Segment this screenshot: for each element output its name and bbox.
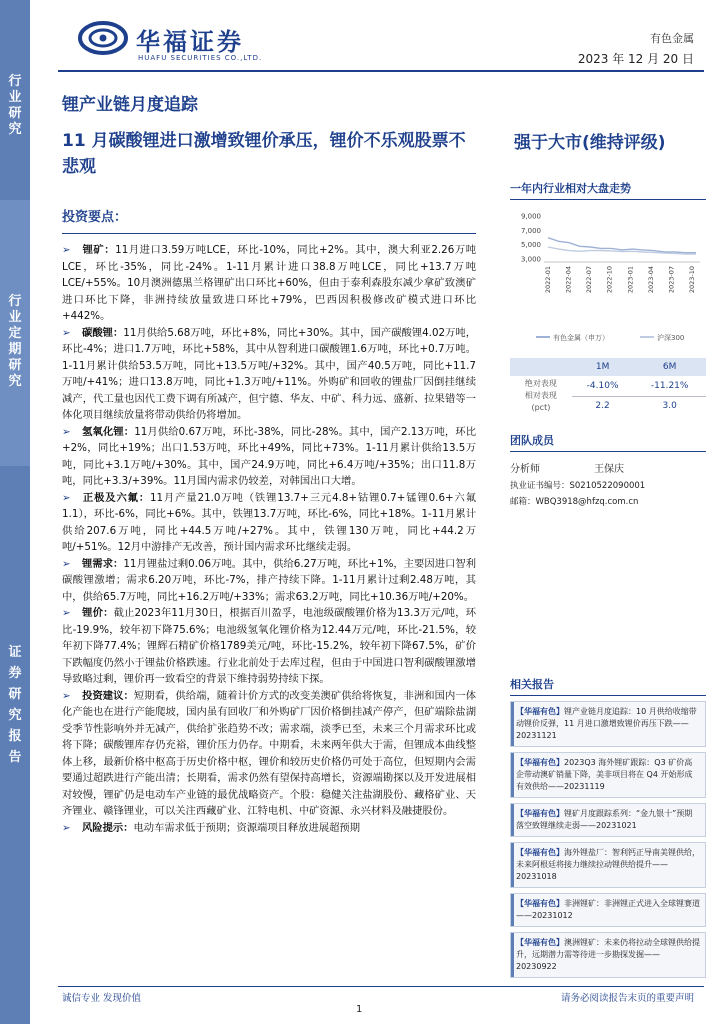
footer-disclaimer-note: 请务必阅读报告末页的重要声明 xyxy=(560,993,694,1004)
footer-slogan: 诚信专业 发现价值 xyxy=(62,993,142,1004)
analyst-row xyxy=(510,460,706,475)
bullet-paragraph xyxy=(62,325,476,424)
col-1m: 1M xyxy=(572,358,634,376)
analyst-email[interactable]: 邮箱：WBQ3918@hfzq.com.cn xyxy=(510,497,639,507)
related-report-text: 非洲锂矿：非洲锂正式进入全球锂赛道——20231012 xyxy=(516,899,700,920)
section-divider xyxy=(62,233,476,234)
footer-divider xyxy=(58,986,704,987)
bullet-icon: ➢ xyxy=(62,326,71,339)
related-report-text: 锂产业链月度追踪：10 月供给收缩带动锂价反弹，11 月进口激增致锂价再压下跌——20231121 xyxy=(516,707,697,740)
bullet-text: 11月供给0.67万吨，环比-38%，同比-28%。其中，国产2.13万吨，环比+2%，同比+19%；出口1.53万吨，环比+49%，同比+73%。1-11月累计供给13.5万吨，同比+3.1万吨/+30%。其中，国产24.9万吨，同比+6.4万吨/+35%；出口11.8万吨，同比+3.3/+39%。11月国内需求仍较差，对韩国出口大增。 xyxy=(62,425,476,487)
bullet-label: 氢氧化锂： xyxy=(82,425,135,438)
report-type: 锂产业链月度追踪 xyxy=(62,95,198,115)
bullet-paragraph xyxy=(62,242,476,325)
analyst-name: 王保庆 xyxy=(594,464,624,475)
related-report-tag: 【华福有色】 xyxy=(516,848,564,857)
y-tick-label: 3,000 xyxy=(520,255,541,264)
page-number: 1 xyxy=(356,1004,363,1015)
section-title: 投资要点： xyxy=(62,210,128,225)
company-logo xyxy=(78,18,298,68)
bullet-paragraph xyxy=(62,820,476,837)
related-report-tag: 【华福有色】 xyxy=(516,809,564,818)
investment-points xyxy=(62,206,476,836)
team-title: 团队成员 xyxy=(510,432,706,452)
bullet-paragraph xyxy=(62,424,476,490)
bullet-text: 11月供给5.68万吨，环比+8%，同比+30%。其中，国产碳酸锂4.02万吨，环比-4%；进口1.7万吨，环比+58%，其中从智利进口碳酸锂1.6万吨，环比+0.7万吨。1-11月累计供给53.5万吨，同比+13.5万吨/+32%。其中，国产40.5万吨，同比+11.7万吨/+41%；进口13.8万吨，同比+1.3万吨/+11%。外购矿和回收的锂盐厂因倒挂继续减产，代工量也因代工费下调有所减产，但宁德、华友、中矿、科力远、盛新、拉果错等一体化项目继续放量将带动供给仍将增加。 xyxy=(62,326,477,421)
related-report-tag: 【华福有色】 xyxy=(516,707,564,716)
bullet-paragraph xyxy=(62,688,476,820)
x-tick-label: 2022-07 xyxy=(585,266,594,294)
bullet-icon: ➢ xyxy=(62,244,71,256)
bullet-label: 锂需求： xyxy=(82,557,124,570)
rel-1m: 2.2 xyxy=(595,401,610,412)
bullet-icon: ➢ xyxy=(62,557,71,570)
rel-6m: 3.0 xyxy=(662,401,677,412)
related-report-text: 澳洲锂矿：未来仍将拉动全球锂供给提升，远期潜力需等待进一步勘探发掘——20230922 xyxy=(516,938,700,971)
industry-label: 有色金属 xyxy=(650,32,694,45)
x-tick-label: 2023-10 xyxy=(688,266,696,294)
bullet-icon: ➢ xyxy=(62,689,71,702)
bullet-icon: ➢ xyxy=(62,491,71,504)
rating: 强于大市(维持评级) xyxy=(514,133,666,153)
related-report-tag: 【华福有色】 xyxy=(516,899,564,908)
abs-1m: -4.10% xyxy=(572,376,634,396)
logo-text-en: HUAFU SECURITIES CO.,LTD. xyxy=(138,54,263,62)
logo-ring-icon xyxy=(78,20,128,56)
chart-title: 一年内行业相对大盘走势 xyxy=(510,180,706,200)
bullet-text: 电动车需求低于预期；资源端项目释放进展超预期 xyxy=(133,821,361,834)
header-divider xyxy=(58,70,704,72)
performance-table xyxy=(510,358,706,416)
bullet-label: 风险提示： xyxy=(82,821,134,834)
chart-svg xyxy=(510,204,706,352)
x-tick-label: 2022-10 xyxy=(605,266,614,294)
related-report-item[interactable] xyxy=(510,803,706,837)
related-title: 相关报告 xyxy=(510,676,706,696)
x-tick-label: 2022-04 xyxy=(564,266,573,294)
related-report-item[interactable] xyxy=(510,893,706,927)
bullet-paragraph xyxy=(62,605,476,688)
bullet-text: 截止2023年11月30日，根据百川盈孚，电池级碳酸锂价格为13.3万元/吨，环比-19.9%，较年初下降75.6%；电池级氢氧化锂价格为12.44万元/吨，环比-21.5%，较年初下降77.4%；锂辉石精矿价格1789美元/吨，环比-15.2%，较年初下降67.5%，矿价下跌幅度仍然小于锂盐价格跌速。行业北前处于去库过程，但由于中国进口智利碳酸锂激增导致略过剩，锂价再一致看空的背景下维持弱势持续下探。 xyxy=(62,607,476,685)
bullet-icon: ➢ xyxy=(62,607,71,619)
bullet-icon: ➢ xyxy=(62,425,71,438)
bullet-paragraph xyxy=(62,490,476,556)
abs-6m: -11.21% xyxy=(633,376,706,396)
x-tick-label: 2023-04 xyxy=(646,266,655,294)
band-periodic-research: 行 业 定 期 研 究 xyxy=(0,200,30,466)
relative-performance-chart xyxy=(510,204,706,352)
analyst-certificate: 执业证书编号：S0210522090001 xyxy=(510,481,646,491)
analyst-label: 分析师 xyxy=(510,464,540,475)
related-reports xyxy=(510,676,706,978)
report-headline: 11 月碳酸锂进口激增致锂价承压，锂价不乐观股票不悲观 xyxy=(62,131,466,177)
related-report-item[interactable] xyxy=(510,842,706,888)
related-report-item[interactable] xyxy=(510,701,706,747)
perf-row-label: 绝对表现 相对表现 (pct) xyxy=(524,379,557,412)
y-tick-label: 5,000 xyxy=(520,241,541,250)
bullet-label: 锂矿： xyxy=(82,244,116,256)
bullet-text: 11月产量21.0万吨（铁锂13.7+三元4.8+钴锂0.7+锰锂0.6+六氟1.1），环比-6%，同比+6%。其中，铁锂13.7万吨，环比-6%，同比+18%。1-11月累计供给207.6万吨，同比+44.5万吨/+27%。其中，铁锂130万吨，同比+44.2万吨/+51%。12月中游排产无改善，预计国内需求环比继续走弱。 xyxy=(62,491,476,553)
bullet-text: 11月锂盐过剩0.06万吨。其中，供给6.27万吨，环比+1%，主要因进口智利碳酸锂激增；需求6.20万吨，环比-7%，排产持续下降。1-11月累计过剩2.48万吨，其中，供给65.7万吨，同比+16.2万吨/+33%；需求63.2万吨，同比+10.36万吨/+20%。 xyxy=(62,557,477,603)
legend-label: 沪深300 xyxy=(657,334,685,342)
related-report-tag: 【华福有色】 xyxy=(516,938,564,947)
related-report-tag: 【华福有色】 xyxy=(516,758,564,767)
bullet-label: 锂价： xyxy=(82,607,114,619)
related-report-item[interactable] xyxy=(510,752,706,798)
band-securities-report: 证 券 研 究 报 告 xyxy=(0,466,30,1024)
logo-text-cn: 华福证券 xyxy=(136,28,244,56)
related-report-text: 2023Q3 海外锂矿跟踪：Q3 矿价高企带动澳矿销量下降，美非项目将在 Q4 开始形成有效供给——20231119 xyxy=(516,758,693,791)
y-tick-label: 7,000 xyxy=(520,226,541,235)
bullet-text: 11月进口3.59万吨LCE，环比-10%，同比+2%。其中，澳大利亚2.26万吨LCE，环比-35%，同比-24%。1-11月累计进口38.8万吨LCE，同比+13.7万吨LCE/+55%。10月澳洲德黑兰格锂矿出口环比+60%，但由于泰利森股东减少拿矿致澳矿进口环比下降，非洲持续放量致进口环比+79%，巴西因积极修改矿模式进口环比+442%。 xyxy=(62,244,477,322)
band-industry-research: 行 业 研 究 xyxy=(0,0,30,200)
bullet-label: 碳酸锂： xyxy=(82,326,124,339)
related-report-text: 锂矿月度跟踪系列：“金九银十”预期落空致锂继续走弱——20231021 xyxy=(516,809,693,830)
bullet-icon: ➢ xyxy=(62,821,71,834)
x-tick-label: 2022-01 xyxy=(544,266,552,294)
y-tick-label: 9,000 xyxy=(520,212,541,221)
right-column xyxy=(510,180,706,507)
related-report-text: 海外锂盐厂：智利钙正导南美锂供给，未来阿根廷将接力继续拉动锂供给提升——20231018 xyxy=(516,848,700,881)
bullet-text: 短期看，供给端，随着计价方式的改变美澳矿供给将恢复，非洲和国内一体化产能也在进行产能爬坡，国内虽有回收厂和外购矿厂因价格倒挂减产停产，但矿端除盐湖受季节性影响外并无减产，供给扩张趋势不改；需求端，淡季已至，未来三个月需求环比或将下降；碳酸锂库存仍充裕，锂价压力仍存。中期看，未来两年供大于需，但锂成本曲线整体上移，最新价格中枢高于历史价格中枢，锂价和较历史价格仍可处于高位，但短期内会需要通过超跌进行产能出清；长期看，需求仍然有望保持高增长，资源端勘探以及开发进展相对较慢，锂矿仍是电动车产业链的最优战略资产。个股：稳健关注盐湖股份、藏格矿业、天齐锂业、赣锋锂业，可以关注西藏矿业、江特电机、中矿资源、永兴材料及融捷股份。 xyxy=(62,689,477,817)
bullet-paragraph xyxy=(62,556,476,606)
bullet-label: 投资建议： xyxy=(82,689,134,702)
report-date: 2023 年 12 月 20 日 xyxy=(577,52,694,66)
bullet-label: 正极及六氟： xyxy=(82,491,150,504)
legend-label: 有色金属（申万） xyxy=(553,334,609,342)
x-tick-label: 2023-01 xyxy=(626,266,635,294)
col-6m: 6M xyxy=(633,358,706,376)
related-report-item[interactable] xyxy=(510,932,706,978)
x-tick-label: 2023-07 xyxy=(667,266,676,294)
